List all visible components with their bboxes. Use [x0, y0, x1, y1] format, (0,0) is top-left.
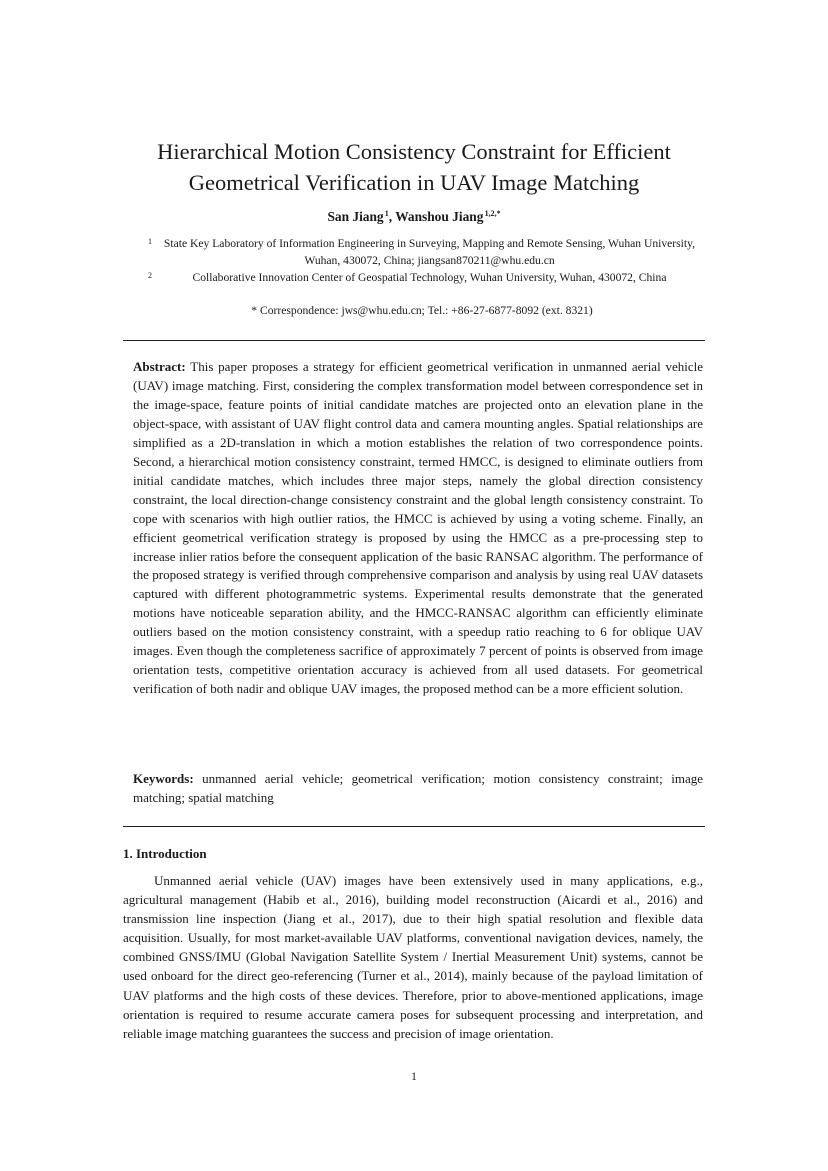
affiliation-text: Collaborative Innovation Center of Geospatial Technology, Wuhan University, Wuhan, 430072, China [192, 271, 667, 284]
abstract [133, 358, 703, 699]
affiliation-1 [148, 236, 696, 269]
affiliation-text: State Key Laboratory of Information Engineering in Surveying, Mapping and Remote Sensing, Wuhan University, Wuhan, 430072, China; jiangsan870211@whu.edu.cn [163, 237, 696, 267]
affiliation-number: 2 [148, 271, 152, 280]
affiliation-2 [148, 270, 696, 287]
page-number: 1 [411, 1071, 417, 1083]
author-line [100, 207, 728, 227]
keywords [133, 770, 703, 808]
keywords-label: Keywords: [133, 771, 194, 786]
affiliation-number: 1 [148, 237, 152, 246]
header-divider [123, 340, 705, 341]
author-name: Wanshou Jiang [395, 209, 484, 224]
abstract-divider [123, 826, 705, 827]
author-affiliation-marker: 1 [384, 209, 389, 218]
paper-title: Hierarchical Motion Consistency Constraint for Efficient Geometrical Verification in UAV Image Matching [157, 139, 671, 195]
abstract-text: This paper proposes a strategy for efficient geometrical verification in unmanned aerial vehicle (UAV) image matching. First, considering the complex transformation model between correspondence set in the image-space, feature points of initial candidate matches are projected onto an elevation plane in the object-space, with assistant of UAV flight control data and camera mounting angles. Spatial relationships are simplified as a 2D-translation in which a motion establishes the relation of two correspondence points. Second, a hierarchical motion consistency constraint, termed HMCC, is designed to eliminate outliers from initial candidate matches, which includes three major steps, namely the global direction consistency constraint, the local direction-change consistency constraint and the global length consistency constraint. To cope with scenarios with high outlier ratios, the HMCC is achieved by using a voting scheme. Finally, an efficient geometrical verification strategy is proposed by using the HMCC as a pre-processing step to increase inlier ratios before the consequent application of the basic RANSAC algorithm. The performance of the proposed strategy is verified through comprehensive comparison and analysis by using real UAV datasets captured with different photogrammetric systems. Experimental results demonstrate that the generated motions have noticeable separation ability, and the HMCC-RANSAC algorithm can efficiently eliminate outliers based on the motion consistency constraint, with a speedup ratio reaching to 6 for oblique UAV images. Even though the completeness sacrifice of approximately 7 percent of points is observed from image orientation tests, competitive orientation accuracy is achieved from all used datasets. For geometrical verification of both nadir and oblique UAV images, the proposed method can be a more efficient solution. [133, 359, 704, 697]
author-name: San Jiang [327, 209, 384, 224]
author-affiliation-marker: 1,2,* [484, 209, 501, 218]
correspondence-line: * Correspondence: jws@whu.edu.cn; Tel.: +86-27-6877-8092 (ext. 8321) [251, 304, 593, 317]
author-separator: , [388, 209, 396, 224]
abstract-label: Abstract: [133, 359, 186, 374]
introduction-paragraph: Unmanned aerial vehicle (UAV) images have been extensively used in many applications, e.g., agricultural management (Habib et al., 2016), building model reconstruction (Aicardi et al., 2016) and transmission line inspection (Jiang et al., 2017), due to their high spatial resolution and flexible data acquisition. Usually, for most market-available UAV platforms, conventional navigation devices, namely, the combined GNSS/IMU (Global Navigation Satellite System / Inertial Measurement Unit) systems, cannot be used onboard for the direct geo-referencing (Turner et al., 2014), mainly because of the payload limitation of UAV platforms and the high costs of these devices. Therefore, prior to above-mentioned applications, image orientation is required to resume accurate camera poses for subsequent processing and interpretation, and reliable image matching guarantees the success and precision of image orientation. [123, 873, 703, 1041]
section-heading: 1. Introduction [123, 846, 207, 861]
keywords-text: unmanned aerial vehicle; geometrical verification; motion consistency constraint; image matching; spatial matching [133, 771, 704, 805]
